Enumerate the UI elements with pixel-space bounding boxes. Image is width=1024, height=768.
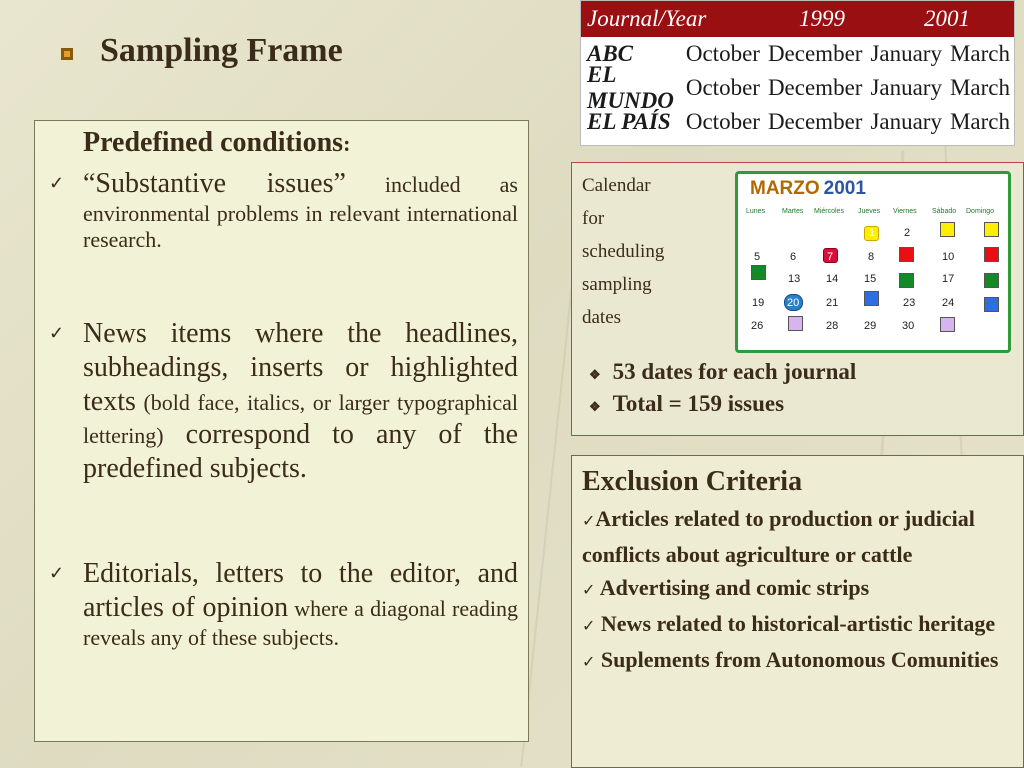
- blue-marker: [864, 291, 879, 306]
- calendar-caption: [582, 169, 664, 334]
- date-number: 20: [787, 297, 800, 309]
- table-cell: January: [870, 41, 942, 66]
- criteria-item: [582, 643, 1013, 679]
- date-number: 7: [827, 251, 834, 263]
- diamond-bullet-icon: ❖: [589, 399, 601, 414]
- panel-heading: Exclusion Criteria: [582, 466, 803, 497]
- table-row: [581, 62, 1014, 113]
- table-cell: October: [685, 109, 760, 134]
- yellow-marker: [940, 222, 955, 237]
- criteria-text: News related to historical-artistic heritage: [600, 611, 996, 636]
- condition-rest: included as environmental problems in relevant international research.: [83, 172, 518, 252]
- weekday-label: Domingo: [966, 208, 995, 215]
- check-icon: ✓: [49, 173, 65, 193]
- weekday-label: Jueves: [858, 208, 881, 215]
- lilac-marker: [940, 317, 955, 332]
- date-number: 23: [903, 297, 916, 309]
- condition-item: [49, 167, 518, 253]
- caption-line: Calendar: [582, 175, 651, 196]
- date-number: 1: [869, 227, 876, 239]
- condition-lead: Editorials, letters to the editor, and articles of opinion: [83, 558, 518, 623]
- table-cell: January: [870, 109, 942, 134]
- date-number: 14: [826, 273, 839, 285]
- table-cell: December: [767, 41, 863, 66]
- condition-text: [83, 167, 518, 253]
- journal-year-table: [580, 0, 1015, 146]
- date-number: 26: [751, 320, 764, 332]
- condition-text: [83, 317, 518, 485]
- condition-lead: News items where the headlines, subheadings, inserts or highlighted texts: [83, 318, 518, 417]
- criteria-item: [582, 502, 1013, 571]
- calendar-panel: [571, 162, 1024, 436]
- condition-item: [49, 557, 518, 651]
- criteria-item: [582, 571, 1013, 607]
- weekday-label: Lunes: [746, 208, 766, 215]
- heading-colon: :: [343, 131, 351, 156]
- criteria-text: Articles related to production or judicial conflicts about agriculture or cattle: [582, 506, 975, 567]
- summary-text: 53 dates for each journal: [612, 359, 857, 384]
- date-number: 5: [754, 251, 761, 263]
- date-number: 2: [904, 227, 911, 239]
- check-icon: ✓: [582, 513, 596, 530]
- check-icon: ✓: [582, 654, 596, 671]
- weekday-label: Viernes: [893, 208, 917, 215]
- march-2001-calendar: [735, 171, 1011, 353]
- date-number: 10: [942, 251, 955, 263]
- table-header-journal-year: Journal/Year: [587, 6, 707, 31]
- summary-point: [589, 359, 856, 385]
- date-number: 24: [942, 297, 955, 309]
- date-number: 8: [868, 251, 875, 263]
- green-marker: [899, 273, 914, 288]
- table-cell: October: [685, 41, 760, 66]
- table-cell: March: [949, 75, 1010, 100]
- exclusion-criteria-panel: [571, 455, 1024, 768]
- check-icon: ✓: [582, 582, 596, 599]
- weekday-row: [738, 208, 1008, 222]
- condition-text: [83, 557, 518, 651]
- calendar-header: [750, 178, 866, 200]
- check-icon: ✓: [49, 563, 65, 584]
- table-header: [581, 1, 1014, 37]
- table-cell: March: [949, 41, 1010, 66]
- calendar-month: MARZO: [750, 178, 820, 199]
- weekday-label: Martes: [782, 208, 804, 215]
- condition-rest: where a diagonal reading reveals any of these subjects.: [83, 595, 518, 650]
- criteria-item: [582, 607, 1013, 643]
- condition-item: [49, 317, 518, 485]
- yellow-marker: [984, 222, 999, 237]
- criteria-text: Suplements from Autonomous Comunities: [600, 647, 999, 672]
- condition-tail: correspond to any of the predefined subjects.: [83, 419, 518, 484]
- caption-line: dates: [582, 307, 622, 328]
- red-marker: [899, 247, 914, 262]
- date-number: 13: [788, 273, 801, 285]
- date-number: 21: [826, 297, 839, 309]
- predefined-conditions-panel: [34, 120, 529, 742]
- date-number: 19: [752, 297, 765, 309]
- blue-marker: [984, 297, 999, 312]
- date-number: 28: [826, 320, 839, 332]
- check-icon: ✓: [49, 323, 65, 344]
- panel-heading: [83, 127, 518, 159]
- table-cell: October: [685, 75, 760, 100]
- date-number: 6: [790, 251, 797, 263]
- condition-mid: (bold face, italics, or larger typographical lettering): [83, 389, 518, 449]
- date-number: 15: [864, 273, 877, 285]
- table-cell: December: [767, 109, 863, 134]
- calendar-year: 2001: [823, 178, 866, 199]
- lilac-marker: [788, 316, 803, 331]
- summary-point: [589, 391, 784, 417]
- page-title: Sampling Frame: [100, 32, 343, 69]
- weekday-label: Sábado: [932, 208, 957, 215]
- title-bullet-icon: [60, 47, 74, 61]
- green-marker: [984, 273, 999, 288]
- weekday-label: Miércoles: [814, 208, 844, 215]
- caption-line: scheduling: [582, 241, 665, 262]
- table-cell: December: [767, 75, 863, 100]
- caption-line: for: [582, 208, 605, 229]
- table-header-2001: 2001: [924, 6, 970, 31]
- green-marker: [751, 265, 766, 280]
- caption-line: sampling: [582, 274, 652, 295]
- journal-name: ABC: [587, 41, 634, 66]
- heading-text: Predefined conditions: [83, 127, 344, 158]
- diamond-bullet-icon: ❖: [589, 367, 601, 382]
- table-cell: March: [949, 109, 1010, 134]
- journal-name: EL PAÍS: [587, 109, 671, 134]
- date-number: 29: [864, 320, 877, 332]
- red-marker: [984, 247, 999, 262]
- summary-text: Total = 159 issues: [612, 391, 785, 416]
- journal-name: EL MUNDO: [587, 62, 674, 113]
- table-cell: January: [870, 75, 942, 100]
- check-icon: ✓: [582, 618, 596, 635]
- table-row: [581, 105, 1014, 139]
- date-number: 30: [902, 320, 915, 332]
- table-header-1999: 1999: [799, 6, 845, 31]
- date-number: 17: [942, 273, 955, 285]
- condition-lead: “Substantive issues”: [83, 168, 346, 199]
- criteria-text: Advertising and comic strips: [599, 575, 870, 600]
